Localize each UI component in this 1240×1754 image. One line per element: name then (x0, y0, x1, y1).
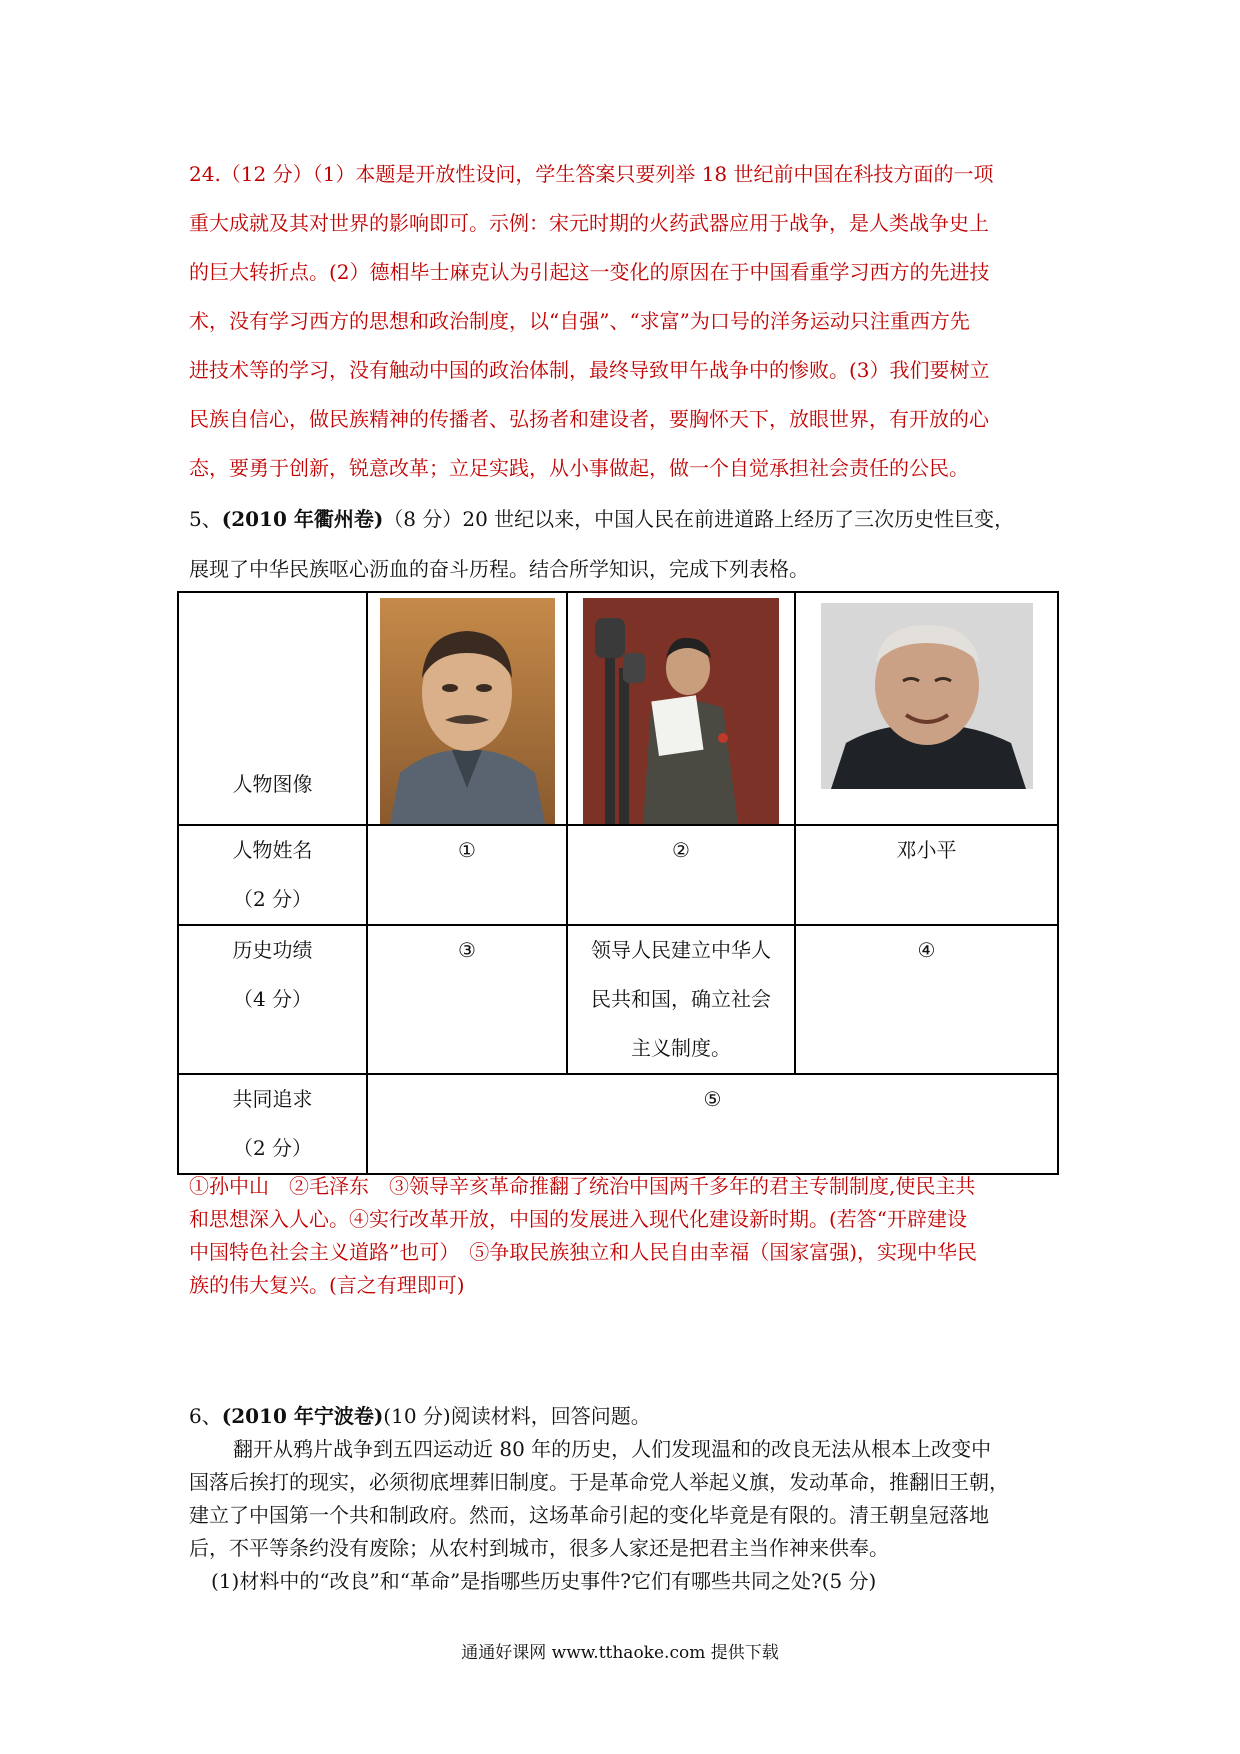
portrait-deng-xiaoping (821, 603, 1033, 789)
answer-24-line: 态，要勇于创新，锐意改革；立足实践，从小事做起，做一个自觉承担社会责任的公民。 (189, 456, 969, 480)
row-label-goal: 共同追求 （2 分） (178, 1074, 367, 1174)
history-figures-table (177, 591, 1059, 1175)
portrait-cell-2 (567, 592, 795, 825)
answer-5-line: 中国特色社会主义道路”也可） ⑤争取民族独立和人民自由幸福（国家富强)，实现中华民 (189, 1240, 978, 1264)
question-6-source: (2010 年宁波卷) (221, 1404, 384, 1428)
portrait-mao-zedong (583, 598, 779, 824)
name-cell-1: ① (367, 825, 567, 925)
material-line: 后，不平等条约没有废除；从农村到城市，很多人家还是把君主当作神来供奉。 (189, 1536, 889, 1560)
merit-cell-1: ③ (367, 925, 567, 1074)
question-5-source: (2010 年衢州卷) (221, 507, 384, 531)
question-5-line-2: 展现了中华民族呕心沥血的奋斗历程。结合所学知识，完成下列表格。 (189, 557, 809, 581)
name-cell-2: ② (567, 825, 795, 925)
portrait-cell-3 (795, 592, 1058, 825)
material-line: 国落后挨打的现实，必须彻底埋葬旧制度。于是革命党人举起义旗，发动革命，推翻旧王朝， (189, 1470, 1009, 1494)
answer-5-line: ①孙中山 ②毛泽东 ③领导辛亥革命推翻了统治中国两千多年的君主专制制度,使民主共 (189, 1174, 976, 1198)
answer-5-line: 族的伟大复兴。(言之有理即可) (189, 1273, 465, 1297)
material-line: 翻开从鸦片战争到五四运动近 80 年的历史，人们发现温和的改良无法从根本上改变中 (233, 1437, 992, 1461)
portrait-sun-yatsen (380, 598, 555, 824)
answer-24-line: 24.（12 分）（1）本题是开放性设问，学生答案只要列举 18 世纪前中国在科技方面的一项 (189, 162, 994, 186)
page-footer: 通通好课网 www.tthaoke.com 提供下载 (461, 1643, 779, 1663)
table-row-merits (178, 925, 1058, 1074)
table-row-images (178, 592, 1058, 825)
answer-24 (189, 150, 1061, 493)
question-6-line-1 (189, 1400, 1061, 1433)
material-line: 建立了中国第一个共和制政府。然而，这场革命引起的变化毕竟是有限的。清王朝皇冠落地 (189, 1503, 989, 1527)
row-label-merit: 历史功绩 （4 分） (178, 925, 367, 1074)
row-label-name: 人物姓名 （2 分） (178, 825, 367, 925)
answer-24-line: 民族自信心，做民族精神的传播者、弘扬者和建设者，要胸怀天下，放眼世界，有开放的心 (189, 407, 989, 431)
merit-cell-2: 领导人民建立中华人 民共和国，确立社会 主义制度。 (567, 925, 795, 1074)
question-6-prompt: (10 分)阅读材料，回答问题。 (383, 1404, 651, 1428)
answer-24-line: 术，没有学习西方的思想和政治制度，以“自强”、“求富”为口号的洋务运动只注重西方先 (189, 309, 970, 333)
question-5-prompt: （8 分）20 世纪以来，中国人民在前进道路上经历了三次历史性巨变， (383, 507, 1015, 531)
question-6 (189, 1400, 1061, 1598)
portrait-cell-1 (367, 592, 567, 825)
goal-cell: ⑤ (367, 1074, 1058, 1174)
row-label-image: 人物图像 (178, 592, 367, 825)
sub-question-1: (1)材料中的“改良”和“革命”是指哪些历史事件?它们有哪些共同之处?(5 分) (211, 1569, 877, 1593)
question-5-number: 5、 (189, 507, 222, 531)
answer-24-line: 进技术等的学习，没有触动中国的政治体制，最终导致甲午战争中的惨败。(3）我们要树立 (189, 358, 990, 382)
name-cell-3: 邓小平 (795, 825, 1058, 925)
answer-5-line: 和思想深入人心。④实行改革开放，中国的发展进入现代化建设新时期。(若答“开辟建设 (189, 1207, 968, 1231)
answer-5 (189, 1170, 1061, 1302)
question-5-line-1 (189, 494, 1061, 544)
answer-24-line: 的巨大转折点。(2）德相毕士麻克认为引起这一变化的原因在于中国看重学习西方的先进技 (189, 260, 990, 284)
question-5 (189, 494, 1061, 594)
table-row-goal (178, 1074, 1058, 1174)
answer-24-line: 重大成就及其对世界的影响即可。示例：宋元时期的火药武器应用于战争，是人类战争史上 (189, 211, 989, 235)
question-6-number: 6、 (189, 1404, 222, 1428)
table-row-names (178, 825, 1058, 925)
merit-cell-3: ④ (795, 925, 1058, 1074)
